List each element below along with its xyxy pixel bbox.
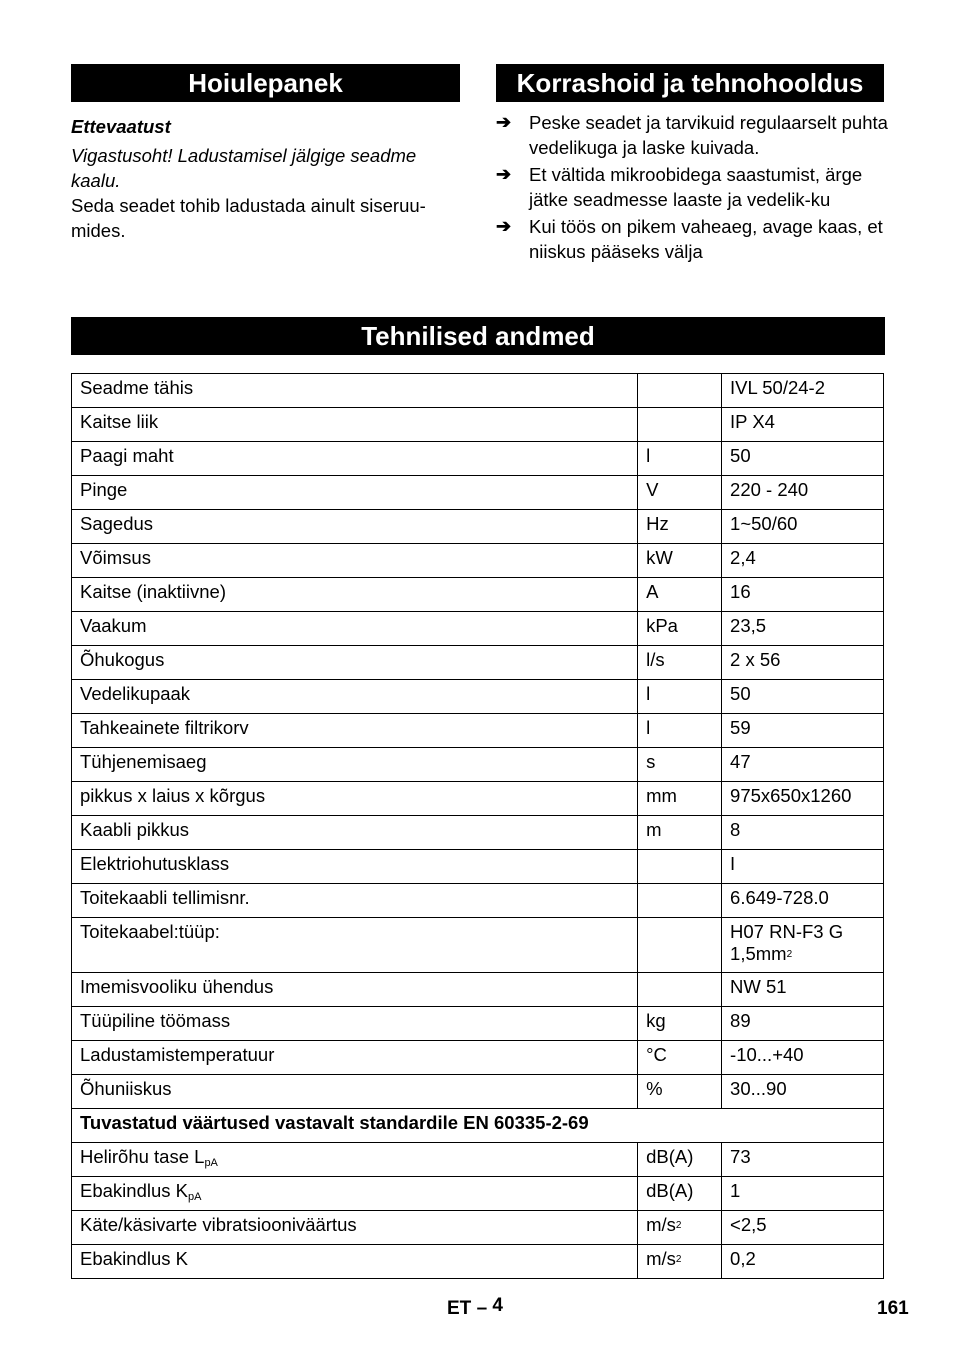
spec-unit: kg [638, 1007, 722, 1041]
spec-value: 50 [722, 442, 884, 476]
maintenance-item-text: Kui töös on pikem vaheaeg, avage kaas, et niiskus pääseks välja [529, 216, 883, 262]
spec-unit: °C [638, 1041, 722, 1075]
table-row [72, 1143, 884, 1177]
spec-value: 975x650x1260 [722, 782, 884, 816]
spec-label: Õhukogus [72, 646, 638, 680]
spec-unit: s [638, 748, 722, 782]
spec-label: Kaabli pikkus [72, 816, 638, 850]
spec-value: 23,5 [722, 612, 884, 646]
table-row [72, 918, 884, 973]
spec-unit: l [638, 714, 722, 748]
spec-value: 1~50/60 [722, 510, 884, 544]
spec-value: 2,4 [722, 544, 884, 578]
section-title: Tuvastatud väärtused vastavalt standardile EN 60335-2-69 [72, 1109, 884, 1143]
spec-unit: % [638, 1075, 722, 1109]
spec-label: Toitekaabel:tüüp: [72, 918, 638, 973]
spec-unit [638, 918, 722, 973]
spec-value: H07 RN-F3 G $1,5mm^2$ [722, 918, 884, 973]
spec-value: 1 [722, 1177, 884, 1211]
table-row [72, 1075, 884, 1109]
spec-value: IVL 50/24-2 [722, 374, 884, 408]
table-row [72, 1245, 884, 1279]
spec-label: Kaitse (inaktiivne) [72, 578, 638, 612]
arrow-right-icon: ➔ [496, 216, 512, 236]
table-row [72, 884, 884, 918]
spec-value: 220 - 240 [722, 476, 884, 510]
spec-value: NW 51 [722, 973, 884, 1007]
spec-label: Võimsus [72, 544, 638, 578]
spec-unit: $m/s^2$ [638, 1211, 722, 1245]
spec-value: 47 [722, 748, 884, 782]
spec-label: Ebakindlus $K_{pA}$ [72, 1177, 638, 1211]
warning-title: Ettevaatust [71, 116, 171, 137]
spec-value: 2 x 56 [722, 646, 884, 680]
maintenance-item-text: Peske seadet ja tarvikuid regulaarselt puhta vedelikuga ja laske kuivada. [529, 112, 888, 158]
storage-section [71, 114, 466, 243]
spec-label: Imemisvooliku ühendus [72, 973, 638, 1007]
spec-unit: Hz [638, 510, 722, 544]
table-row [72, 612, 884, 646]
spec-unit: l/s [638, 646, 722, 680]
spec-value: 6.649-728.0 [722, 884, 884, 918]
spec-value: 30...90 [722, 1075, 884, 1109]
table-row [72, 510, 884, 544]
spec-label: pikkus x laius x kõrgus [72, 782, 638, 816]
spec-value: 89 [722, 1007, 884, 1041]
arrow-right-icon: ➔ [496, 112, 512, 132]
table-row [72, 1177, 884, 1211]
spec-value: -10...+40 [722, 1041, 884, 1075]
spec-value: 0,2 [722, 1245, 884, 1279]
table-row [72, 680, 884, 714]
arrow-right-icon: ➔ [496, 164, 512, 184]
maintenance-item-text: Et vältida mikroobidega saastumist, ärge jätke seadmesse laaste ja vedelik-ku [529, 164, 863, 210]
spec-value: 16 [722, 578, 884, 612]
spec-value: I [722, 850, 884, 884]
tech-data-heading: Tehnilised andmed [71, 317, 885, 355]
spec-label: Ladustamistemperatuur [72, 1041, 638, 1075]
spec-value: IP X4 [722, 408, 884, 442]
table-row [72, 1211, 884, 1245]
spec-label: Ebakindlus K [72, 1245, 638, 1279]
spec-value: 73 [722, 1143, 884, 1177]
spec-unit [638, 973, 722, 1007]
spec-label: Seadme tähis [72, 374, 638, 408]
table-row [72, 408, 884, 442]
table-row [72, 1041, 884, 1075]
spec-unit: dB(A) [638, 1177, 722, 1211]
table-row [72, 973, 884, 1007]
table-row [72, 578, 884, 612]
spec-value: 50 [722, 680, 884, 714]
spec-label: Tühjenemisaeg [72, 748, 638, 782]
storage-text: Seda seadet tohib ladustada ainult siseruu-mides. [71, 195, 426, 241]
tech-data-table [71, 373, 884, 1279]
spec-value: 59 [722, 714, 884, 748]
spec-unit [638, 850, 722, 884]
warning-text: Vigastusoht! Ladustamisel jälgige seadme kaalu. [71, 145, 417, 191]
section-row [72, 1109, 884, 1143]
table-row [72, 816, 884, 850]
table-row [72, 442, 884, 476]
footer-language: ET – 4 [447, 1295, 503, 1319]
spec-label: Elektriohutusklass [72, 850, 638, 884]
spec-unit: mm [638, 782, 722, 816]
spec-unit: dB(A) [638, 1143, 722, 1177]
spec-unit: kPa [638, 612, 722, 646]
maintenance-item [496, 214, 888, 264]
spec-label: Paagi maht [72, 442, 638, 476]
maintenance-list [496, 110, 888, 266]
storage-heading: Hoiulepanek [71, 64, 460, 102]
spec-unit [638, 408, 722, 442]
maintenance-item [496, 110, 888, 160]
spec-label: Käte/käsivarte vibratsiooniväärtus [72, 1211, 638, 1245]
spec-value: <2,5 [722, 1211, 884, 1245]
spec-label: Helirõhu tase $L_{pA}$ [72, 1143, 638, 1177]
page-number: 161 [877, 1298, 909, 1319]
table-row [72, 646, 884, 680]
spec-label: Tüüpiline töömass [72, 1007, 638, 1041]
spec-unit: l [638, 442, 722, 476]
spec-label: Kaitse liik [72, 408, 638, 442]
spec-label: Pinge [72, 476, 638, 510]
spec-label: Vedelikupaak [72, 680, 638, 714]
table-row [72, 748, 884, 782]
spec-unit: V [638, 476, 722, 510]
spec-unit [638, 374, 722, 408]
table-row [72, 544, 884, 578]
spec-label: Õhuniiskus [72, 1075, 638, 1109]
spec-unit: kW [638, 544, 722, 578]
spec-label: Sagedus [72, 510, 638, 544]
spec-label: Toitekaabli tellimisnr. [72, 884, 638, 918]
spec-unit: m [638, 816, 722, 850]
table-row [72, 782, 884, 816]
maintenance-item [496, 162, 888, 212]
spec-unit: $m/s^2$ [638, 1245, 722, 1279]
spec-unit [638, 884, 722, 918]
table-row [72, 476, 884, 510]
spec-label: Tahkeainete filtrikorv [72, 714, 638, 748]
table-row [72, 374, 884, 408]
table-row [72, 1007, 884, 1041]
table-row [72, 850, 884, 884]
spec-unit: A [638, 578, 722, 612]
maintenance-heading: Korrashoid ja tehnohooldus [496, 64, 884, 102]
spec-unit: l [638, 680, 722, 714]
spec-value: 8 [722, 816, 884, 850]
table-row [72, 714, 884, 748]
spec-label: Vaakum [72, 612, 638, 646]
